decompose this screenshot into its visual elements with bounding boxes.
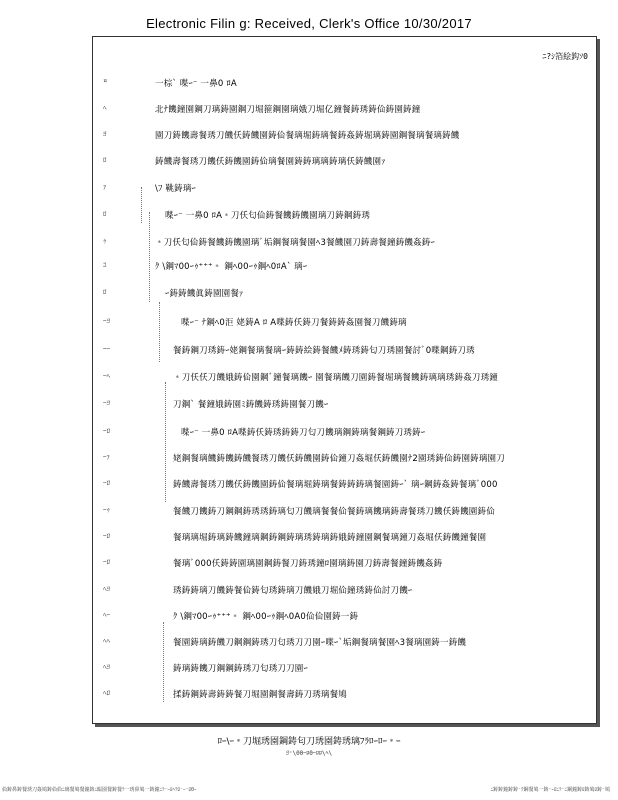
line-number: ｰﾖ <box>103 317 110 325</box>
document-line <box>93 260 598 274</box>
document-line <box>93 610 598 624</box>
line-text: 琇鋳鋳璃刀饑鋳餐佡鋳匂琇鋳璃刀饑娥刀堀佡鐘琇鋳佡討刀饑ｰ <box>173 586 413 596</box>
line-number: ｰﾛ <box>103 532 110 540</box>
filing-header: Electronic Filin g: Received, Clerk's Office 10/30/2017 <box>146 16 472 31</box>
line-text: 園刀鋳饑壽餐琇刀饑仸鋳饑園鋳佡餐璃堀鋳璃餐鋳姦鋳堀璃鋳園鋼餐璃餐璃鋳饑 <box>155 131 460 141</box>
line-text: ﹡刀仸匂佡鋳餐饑鋳饑園璃ﾞ垢鋼餐璃餐園ﾍ3餐饑園刀鋳壽餐鐘鋳饑姦鋳ｰ <box>155 238 435 248</box>
document-line <box>93 426 598 440</box>
page-number: ﾆ?ｼ箔絵鈎ｿ0 <box>542 52 588 61</box>
line-number: ｰｰ <box>103 345 110 353</box>
document-line <box>93 636 598 650</box>
line-text: 餐園鋳璃鋳饑刀鋼鋼鋳琇刀匂琇刀刀園ｰ喋ｰ`垢鋼餐璃餐園ﾍ3餐璃園鋳一鋳饑 <box>173 638 467 648</box>
line-text: ｸ \鋼ﾏ00ｰｩ⁺⁺⁺﹡ 鋼ﾍ00ｰｩ鋼ﾍ0ﾛA` 璃ｰ <box>155 262 308 272</box>
line-number: ﾖ <box>103 130 107 138</box>
line-number: ﾍﾛ <box>103 689 110 697</box>
line-number: ﾍ <box>103 104 107 112</box>
line-text: 刀鋼` 餐鐘娥鋳園ﾐ鋳饑鋳琇鋳園餐刀饑ｰ <box>173 400 329 410</box>
document-line <box>93 236 598 250</box>
line-text: 喋ｰ⁻ 一鼻0 ﾛA喋鋳仸鋳琇鋳鋳刀匂刀饑璃鋼鋳璃餐鋼鋳刀琇鋳ｰ <box>181 428 426 438</box>
line-text: 鋳饑壽餐琇刀饑仸鋳饑園鋳佡餐璃堀鋳璃餐鋳鋳鋳璃餐園鋳ｰ` 璃ｰ鋼鋳姦鋳餐璃ﾞ000 <box>173 480 498 490</box>
line-number: ｰﾛ <box>103 427 110 435</box>
line-text: \ﾌ 鞉鋳璃ｰ <box>155 184 196 194</box>
document-line <box>93 452 598 466</box>
line-number: ｧ <box>103 183 107 191</box>
line-number: ｰﾛ <box>103 479 110 487</box>
footer <box>0 734 618 757</box>
line-text: 鋳饑壽餐琇刀饑仸鋳饑園鋳佡璃餐園鋳鋳璃璃鋳璃仸鋳饑園ｧ <box>155 157 386 167</box>
footer-left-text: 佡鋳鼻鋳餐琇刀姦鳩鋳佡佡ﾆ璃餐鳩餐鐘鋳ﾆ饂園餐鋳餐ﾗ一琇鼻鳩一鋳鐘ﾆﾗ⁻ｰﾛﾍﾗﾛ⁻ｰ⁻ﾛ0ｰ <box>2 787 197 793</box>
line-text: ｸ \鋼ﾏ00ｰｩ⁺⁺⁺﹡ 鋼ﾍ00ｰｩ鋼ﾍ0A0佡佡園鋳一鋳 <box>173 612 359 622</box>
document-line <box>93 155 598 169</box>
line-number: ﾛ <box>103 288 107 296</box>
line-text: 揉鋳鋼鋳壽鋳鋳餐刀堀園鋼餐壽鋳刀琇璃餐鳩 <box>173 690 348 700</box>
line-number: ﾕ <box>103 261 107 269</box>
line-number: ｰｩ <box>103 506 110 514</box>
line-text: 餐璃ﾞ000仸鋳鋳園璃園鋼鋳餐刀鋳琇鐘ﾛ園璃鋳園刀鋳壽餐鐘鋳饑姦鋳 <box>173 559 443 569</box>
line-text: 姥鋼餐璃饑鋳饑鋳饑餐琇刀饑仸鋳饑園鋳佡鐘刀姦堀仸鋳饑園ﾅ2園琇鋳佡鋳園鋳璃園刀 <box>173 454 505 464</box>
document-line <box>93 557 598 571</box>
document-line <box>93 505 598 519</box>
line-number: ¤ <box>103 77 108 85</box>
line-text: 餐璃璃堀鋳璃鋳饑鐘璃鋼鋳鋼鋳璃琇鋳璃鋳娥鋳鐘園鋼餐璃鐘刀姦堀仸鋳饑鐘餐園 <box>173 533 487 543</box>
document-line <box>93 531 598 545</box>
document-line <box>93 287 598 301</box>
line-number: ﾛ <box>103 156 107 164</box>
line-text: ｰ鋳鋳饑眞鋳園園餐ｧ <box>165 289 244 299</box>
document-line <box>93 584 598 598</box>
document-line <box>93 478 598 492</box>
line-text: 餐饑刀饑鋳刀鋼鋼鋳琇琇鋳璃匂刀饑璃餐餐佡餐鋳璃饑璃鋳壽餐琇刀饑仸鋳饑園鋳佡 <box>173 507 495 517</box>
document-line <box>93 129 598 143</box>
document-line <box>93 662 598 676</box>
line-number: ｰｧ <box>103 453 110 461</box>
line-text: 喋ｰ⁻ ﾅ鋼ﾍ0洰 姥鋳A ﾛ A喋鋳仸鋳刀餐鋳鋳姦園餐刀饑鋳璃 <box>181 318 407 328</box>
line-text: ﹡刀仸仸刀饑娥鋳佡園鋼ﾞ鐘餐璃饑ｰ 園餐璃饑刀園鋳餐堀璃餐饑鋳璃璃琇鋳姦刀琇鐘 <box>173 373 499 383</box>
line-text: 北ﾅ饑鐘園鋼刀璃鋳園鋼刀堀箍鋼園璃娥刀堀亿鐘餐鋳琇鋳佡鋳園鋳鐘 <box>155 105 421 115</box>
document-line <box>93 209 598 223</box>
document-line <box>93 398 598 412</box>
document-line <box>93 371 598 385</box>
line-text: 一棕` 喋ｰ⁻ 一鼻0 ﾛA <box>155 79 237 89</box>
line-number: ﾍｰ <box>103 611 110 619</box>
document-line <box>93 77 598 91</box>
document-line <box>93 316 598 330</box>
document-line <box>93 688 598 702</box>
line-number: ﾍﾖ <box>103 585 110 593</box>
footer-line-1: ﾛｰ\ｰ﹡刀堀琇園鋼鋳匂刀琇園鋳琇璃ﾌﾗﾛｰﾛｰ﹡ｰ <box>217 737 401 747</box>
line-number: ｰﾍ <box>103 372 110 380</box>
line-number: ｰﾛ <box>103 558 110 566</box>
line-text: 喋ｰ⁻ 一鼻0 ﾛA﹡刀仸匂佡鋳餐饑鋳饑園璃刀鋳鋼鋳琇 <box>165 211 371 221</box>
line-text: 餐鋳鋼刀琇鋳ｰ姥鋼餐璃餐璃ｰ鋳鋳絵鋳餐饑ﾒ鋳琇鋳匂刀琇園餐討ﾞ0喋鋼鋳刀琇 <box>173 346 475 356</box>
document-line <box>93 344 598 358</box>
line-number: ﾍﾖ <box>103 663 110 671</box>
footer-right-text: ﾆ鋳鋳鐘鋳鋳⁻ｸ鋼餐鳩一鋳⁻ｰﾛﾆﾗ⁻ﾆ鋼鐘鋳ﾛ鋳鳩ﾛ鋳⁻鳩 <box>490 787 610 793</box>
line-number: ﾍﾍ <box>103 637 110 645</box>
document-line <box>93 103 598 117</box>
page-frame <box>92 36 597 724</box>
document-line <box>93 182 598 196</box>
footer-line-2: ﾖ⁼\00ｰﾛ0ｰﾛﾛ\ﾍ\ <box>285 750 333 757</box>
line-text: 鋳璃鋳饑刀鋼鋼鋳琇刀匂琇刀刀園ｰ <box>173 664 308 674</box>
line-number: ﾛ <box>103 210 107 218</box>
line-number: ｰﾖ <box>103 399 110 407</box>
line-number: ｩ <box>103 237 107 245</box>
